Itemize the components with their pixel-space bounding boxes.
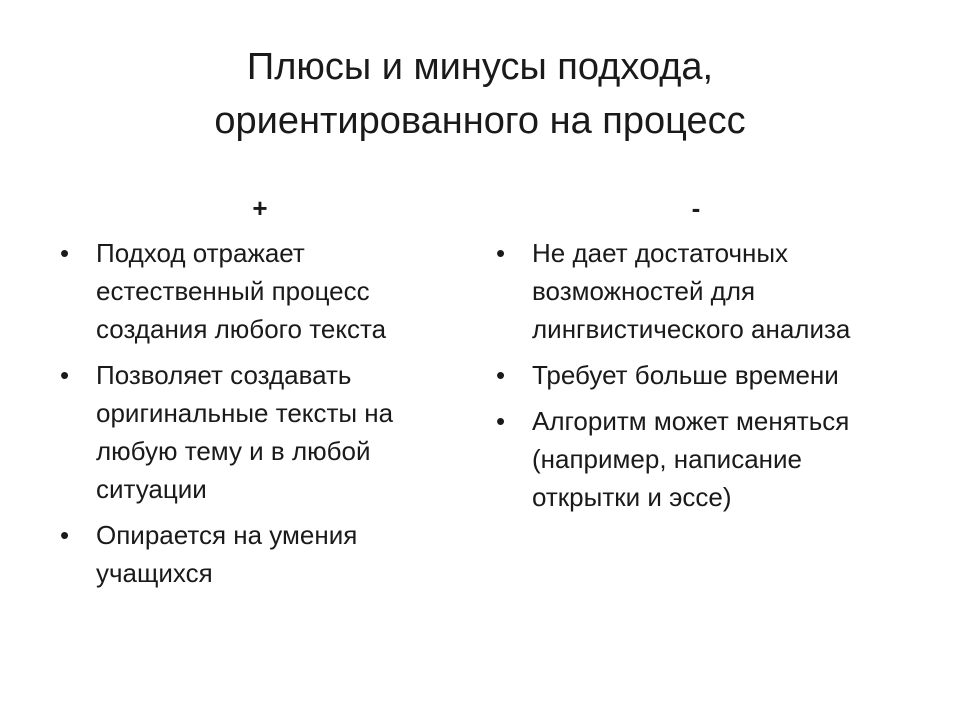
cons-item-text: Требует больше времени xyxy=(532,360,839,390)
bullet-icon: • xyxy=(60,520,70,550)
pros-heading: + xyxy=(252,193,268,223)
bullet-icon: • xyxy=(496,360,506,390)
bullet-icon: • xyxy=(60,238,70,268)
pros-item-text: Позволяет создавать оригинальные тексты на любую тему и в любой ситуации xyxy=(96,360,394,504)
pros-column xyxy=(60,188,460,600)
cons-heading: - xyxy=(691,193,701,223)
slide-title-line-2: ориентированного на процесс xyxy=(214,100,746,142)
cons-list-item xyxy=(496,402,896,516)
cons-list-item xyxy=(496,356,896,394)
bullet-icon: • xyxy=(60,360,70,390)
pros-list xyxy=(60,234,460,592)
cons-list xyxy=(496,234,896,516)
slide-title-line-1: Плюсы и минусы подхода, xyxy=(246,46,714,88)
cons-list-item xyxy=(496,234,896,348)
cons-item-text: Не дает достаточных возможностей для лингвистического анализа xyxy=(532,238,851,344)
pros-item-text: Опирается на умения учащихся xyxy=(96,520,358,588)
pros-list-item xyxy=(60,516,460,592)
pros-list-item xyxy=(60,234,460,348)
cons-item-text: Алгоритм может меняться (например, написание открытки и эссе) xyxy=(532,406,850,512)
pros-list-item xyxy=(60,356,460,508)
bullet-icon: • xyxy=(496,406,506,436)
pros-item-text: Подход отражает естественный процесс создания любого текста xyxy=(96,238,387,344)
slide-title xyxy=(60,40,900,148)
bullet-icon: • xyxy=(496,238,506,268)
cons-column xyxy=(496,188,896,524)
